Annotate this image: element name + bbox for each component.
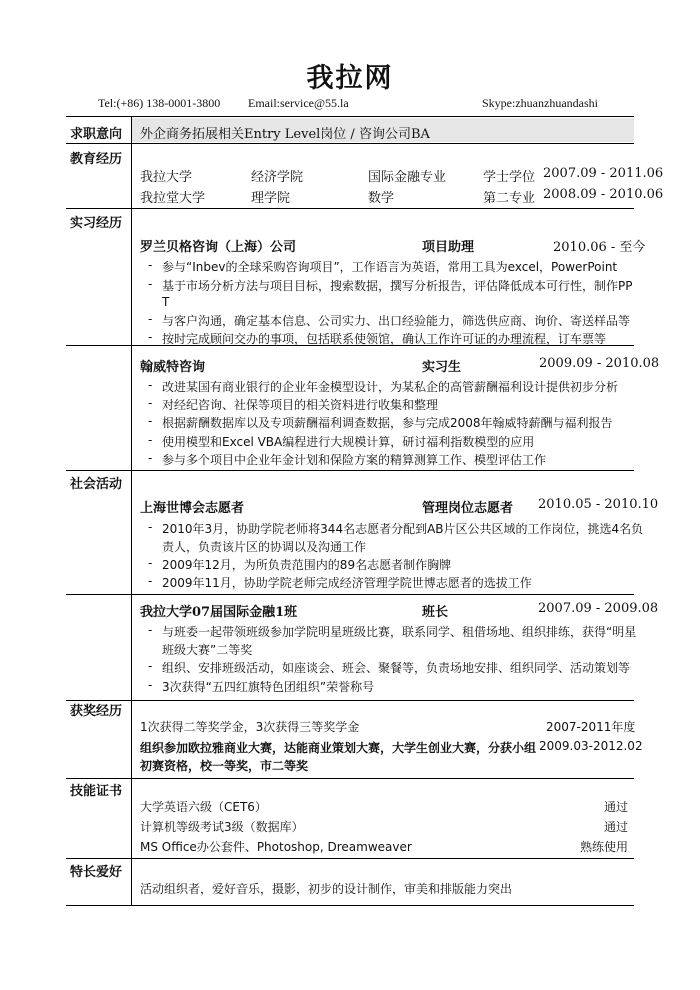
list-item: - 参与多个项目中企业年金计划和保险方案的精算测算工作、模型评估工作: [148, 451, 547, 467]
list-item: - 使用模型和Excel VBA编程进行大规模计算，研讨福利指数模型的应用: [148, 433, 535, 449]
section-label-social: 社会活动: [70, 477, 123, 492]
list-item: - 2010年3月，协助学院老师将344名志愿者分配到AB片区公共区域的工作岗位，挑选4名负: [148, 520, 644, 536]
education-college: 理学院: [251, 191, 291, 206]
divider-internship: [66, 470, 634, 471]
skill-name: MS Office办公套件、Photoshop, Dreamweaver: [140, 840, 412, 854]
section-label-skills: 技能证书: [70, 784, 123, 799]
divider-social: [66, 700, 634, 701]
education-major: 数学: [368, 191, 395, 206]
list-item: - 2009年11月，协助学院老师完成经济管理学院世博志愿者的选拔工作: [148, 574, 532, 590]
divider-skills: [66, 858, 634, 859]
education-degree: 第二专业: [483, 191, 536, 206]
education-college: 经济学院: [251, 170, 304, 185]
education-period: 2008.09 - 2010.06: [543, 187, 664, 202]
list-item: - 3次获得“五四红旗特色团组织”荣誉称号: [148, 678, 375, 694]
award-text-continuation: 初赛资格，校一等奖，市二等奖: [140, 759, 309, 773]
education-school: 我拉堂大学: [140, 191, 206, 206]
label-column-divider: [131, 116, 132, 906]
job-period: 2010.06 - 至今: [553, 240, 646, 255]
section-label-hobbies: 特长爱好: [70, 865, 123, 880]
list-item: - 组织、安排班级活动，如座谈会、班会、聚餐等，负责场地安排、组织同学、活动策划等: [148, 659, 631, 675]
hobbies-text: 活动组织者，爱好音乐，摄影，初步的设计制作，审美和排版能力突出: [140, 882, 513, 896]
header-divider: [66, 116, 634, 117]
list-item: - 改进某国有商业银行的企业年金模型设计，为某私企的高管薪酬福利设计提供初步分析: [148, 378, 619, 394]
list-item: - 按时完成顾问交办的事项，包括联系使领馆，确认工作许可证的办理流程，订车票等: [148, 330, 607, 346]
education-major: 国际金融专业: [368, 170, 447, 185]
list-item-continuation: 责人，负责该片区的协调以及沟通工作: [162, 540, 367, 554]
award-date: 2007-2011年度: [546, 720, 636, 734]
phone-text: Tel:(+86) 138-0001-3800: [98, 96, 221, 110]
list-item-continuation: T: [162, 295, 170, 309]
activity-role: 管理岗位志愿者: [422, 501, 514, 516]
job-period: 2009.09 - 2010.08: [539, 356, 660, 371]
objective-value: 外企商务拓展相关Entry Level岗位 / 咨询公司BA: [140, 127, 430, 142]
award-text: 1次获得二等奖学金，3次获得三等奖学金: [140, 720, 360, 734]
activity-org: 我拉大学07届国际金融1班: [140, 605, 298, 620]
list-item: - 2009年12月，为所负责范围内的89名志愿者制作胸牌: [148, 556, 452, 572]
resume-name: 我拉网: [306, 63, 394, 94]
divider-objective: [66, 143, 634, 144]
divider-social1: [66, 594, 634, 595]
list-item-continuation: 班级大赛”二等奖: [162, 643, 253, 657]
skill-name: 计算机等级考试3级（数据库）: [140, 820, 304, 834]
education-period: 2007.09 - 2011.06: [543, 166, 664, 181]
skill-status: 通过: [604, 820, 629, 834]
job-role: 项目助理: [422, 240, 475, 255]
section-label-internship: 实习经历: [70, 216, 123, 231]
job-company: 翰威特咨询: [140, 360, 206, 375]
activity-role: 班长: [422, 605, 449, 620]
divider-education: [66, 208, 634, 209]
award-text: 组织参加欧拉雅商业大赛，达能商业策划大赛，大学生创业大赛，分获小组: [140, 741, 537, 755]
education-school: 我拉大学: [140, 170, 193, 185]
section-label-objective: 求职意向: [70, 127, 123, 142]
list-item: - 与客户沟通，确定基本信息、公司实力、出口经验能力，筛选供应商、询价、寄送样品等: [148, 312, 631, 328]
list-item: - 对经纪咨询、社保等项目的相关资料进行收集和整理: [148, 396, 439, 412]
skill-status: 熟练使用: [580, 840, 629, 854]
job-role: 实习生: [422, 360, 462, 375]
list-item: - 参与“Inbev的全球采购咨询项目”，工作语言为英语，常用工具为excel，PowerPoint: [148, 258, 618, 274]
skype-text: Skype:zhuanzhuandashi: [482, 96, 598, 110]
list-item: - 与班委一起带领班级参加学院明星班级比赛，联系同学、租借场地、组织排练，获得“明星: [148, 623, 637, 639]
education-degree: 学士学位: [483, 170, 536, 185]
job-company: 罗兰贝格咨询（上海）公司: [140, 240, 297, 255]
skill-name: 大学英语六级（CET6）: [140, 800, 267, 814]
email-text: Email:service@55.la: [248, 96, 349, 110]
activity-period: 2007.09 - 2009.08: [538, 601, 659, 616]
award-date: 2009.03-2012.02: [539, 739, 643, 753]
list-item: - 基于市场分析方法与项目目标，搜索数据，撰写分析报告，评估降低成本可行性，制作PP: [148, 277, 633, 293]
activity-org: 上海世博会志愿者: [140, 501, 245, 516]
section-label-awards: 获奖经历: [70, 704, 123, 719]
activity-period: 2010.05 - 2010.10: [538, 497, 659, 512]
list-item: - 根据薪酬数据库以及专项薪酬福利调查数据，参与完成2008年翰威特薪酬与福利报告: [148, 414, 613, 430]
section-label-education: 教育经历: [70, 152, 123, 167]
divider-awards: [66, 778, 634, 779]
skill-status: 通过: [604, 800, 629, 814]
divider-bottom: [66, 905, 634, 906]
